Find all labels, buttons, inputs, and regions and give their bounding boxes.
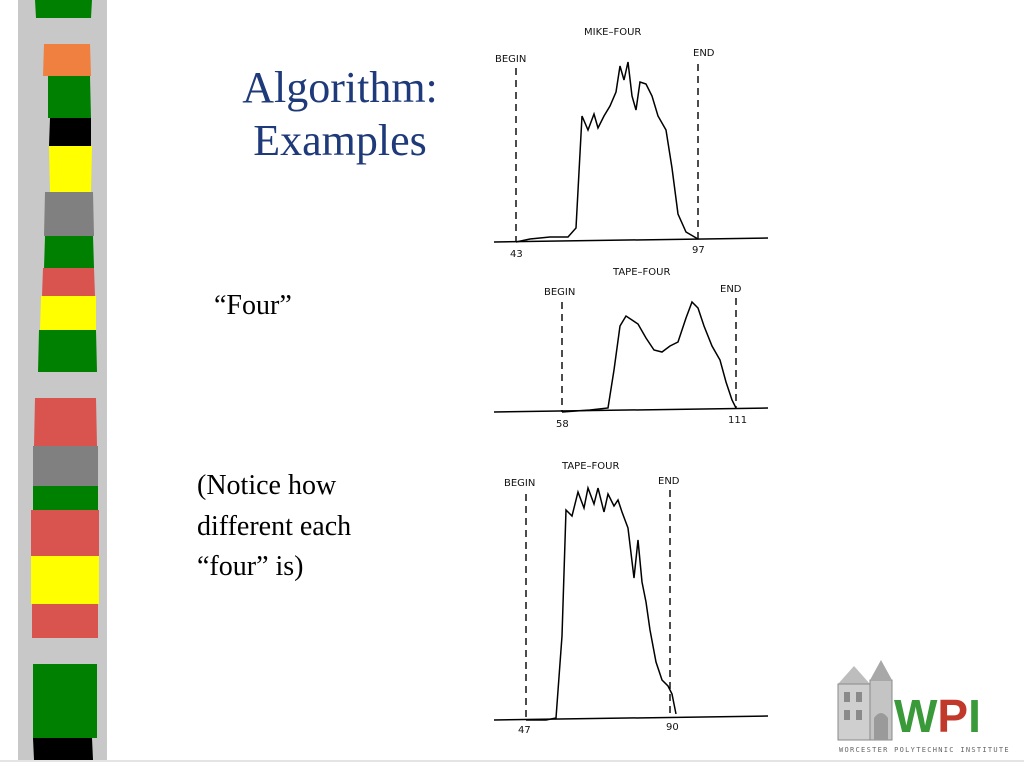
end-value: 97 [692,245,705,256]
waveform-title: MIKE–FOUR [584,27,642,38]
footer-divider [0,760,1024,762]
word-label: “Four” [214,290,292,321]
begin-label: BEGIN [544,287,576,298]
wpi-letters: WPI [894,690,981,742]
begin-label: BEGIN [495,54,527,65]
waveform-tape-four-2 [490,452,770,742]
waveform-title: TAPE–FOUR [613,267,671,278]
notice-line-3: “four” is) [197,551,304,583]
wpi-logo [836,656,1010,760]
end-label: END [720,284,742,295]
waveform-tape-four-1 [490,262,770,436]
waveform-title: TAPE–FOUR [562,461,620,472]
begin-value: 58 [556,419,569,430]
end-value: 90 [666,722,679,733]
decorative-color-strip [0,0,120,768]
notice-text [197,466,437,588]
waveform-mike-four [490,18,770,262]
begin-label: BEGIN [504,478,536,489]
end-label: END [658,476,680,487]
begin-value: 43 [510,249,523,260]
title-line-2: Examples [253,115,427,165]
baseline [494,408,768,412]
title-line-1: Algorithm: [242,63,438,112]
logo-subtitle: WORCESTER POLYTECHNIC INSTITUTE [839,746,1010,754]
notice-line-1: (Notice how [197,470,337,501]
waveform-trace [562,302,736,412]
waveform-trace [516,62,698,242]
waveform-trace [526,488,676,720]
end-label: END [693,48,715,59]
end-value: 111 [728,415,748,426]
notice-line-2: different each [197,510,352,542]
building-icon [838,660,892,740]
slide-title [200,62,480,168]
begin-value: 47 [518,725,531,736]
